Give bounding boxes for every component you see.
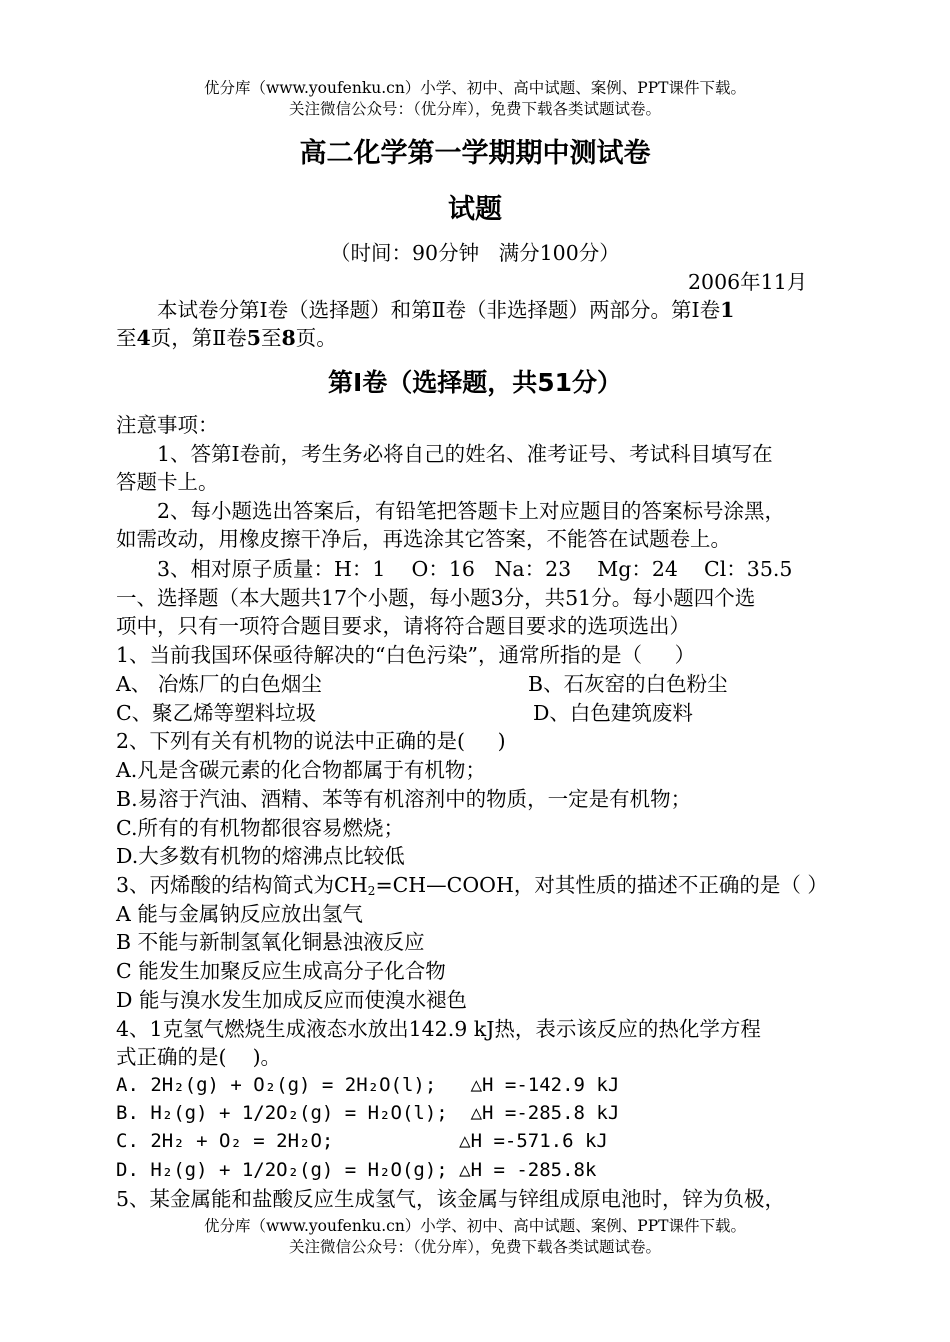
section-1-title: 第Ⅰ卷（选择题，共51分） xyxy=(327,368,623,397)
q1-stem: 1、当前我国环保亟待解决的“白色污染”，通常所指的是（ ） xyxy=(116,643,696,667)
q3-option-c: C 能发生加聚反应生成高分子化合物 xyxy=(116,959,446,983)
q2-option-a: A.凡是含碳元素的化合物都属于有机物； xyxy=(116,758,486,782)
footer-line-2: 关注微信公众号：（优分库），免费下载各类试题试卷。 xyxy=(288,1238,661,1256)
note-1-line-1: 1、答第Ⅰ卷前，考生务必将自己的姓名、准考证号、考试科目填写在 xyxy=(157,442,773,466)
q5-stem: 5、某金属能和盐酸反应生成氢气，该金属与锌组成原电池时，锌为负极， xyxy=(116,1187,786,1211)
note-3: 3、相对原子质量：H：1 O：16 Na：23 Mg：24 Cl：35.5 xyxy=(157,557,793,581)
page-subtitle: 试题 xyxy=(448,194,502,225)
header-line-2: 关注微信公众号：（优分库），免费下载各类试题试卷。 xyxy=(288,100,661,118)
q1-option-d: D、白色建筑废料 xyxy=(533,701,693,725)
footer-line-1: 优分库（www.youfenku.cn）小学、初中、高中试题、案例、PPT课件下载。 xyxy=(203,1217,747,1235)
page-title: 高二化学第一学期期中测试卷 xyxy=(299,138,651,169)
note-2-line-2: 如需改动，用橡皮擦干净后，再选涂其它答案，不能答在试题卷上。 xyxy=(116,527,731,551)
q2-option-d: D.大多数有机物的熔沸点比较低 xyxy=(116,844,405,868)
q2-option-b: B.易溶于汽油、酒精、苯等有机溶剂中的物质，一定是有机物； xyxy=(116,787,692,811)
q3-option-d: D 能与溴水发生加成反应而使溴水褪色 xyxy=(116,988,467,1012)
exam-date: 2006年11月 xyxy=(688,270,808,294)
q1-option-b: B、石灰窑的白色粉尘 xyxy=(528,672,728,696)
q4-option-b: B. H₂(g) + 1/2O₂(g) = H₂O(l); △H =-285.8 kJ xyxy=(116,1102,620,1124)
note-2-line-1: 2、每小题选出答案后，有铅笔把答题卡上对应题目的答案标号涂黑， xyxy=(157,499,786,523)
q1-option-a: A、 冶炼厂的白色烟尘 xyxy=(116,672,322,696)
q4-option-a: A. 2H₂(g) + O₂(g) = 2H₂O(l); △H =-142.9 kJ xyxy=(116,1074,620,1096)
intro-line-1: 本试卷分第Ⅰ卷（选择题）和第Ⅱ卷（非选择题）两部分。第Ⅰ卷1 xyxy=(157,298,735,322)
q2-option-c: C.所有的有机物都很容易燃烧； xyxy=(116,816,404,840)
q4-stem-line-1: 4、1克氢气燃烧生成液态水放出142.9 kJ热，表示该反应的热化学方程 xyxy=(116,1017,761,1041)
q4-option-d: D. H₂(g) + 1/2O₂(g) = H₂O(g); △H = -285.8k xyxy=(116,1159,597,1181)
part-1-heading-line-1: 一、选择题（本大题共17个小题，每小题3分，共51分。每小题四个选 xyxy=(116,586,756,610)
part-1-heading-line-2: 项中，只有一项符合题目要求，请将符合题目要求的选项选出） xyxy=(116,614,690,638)
notes-heading: 注意事项： xyxy=(116,413,219,437)
intro-line-2: 至4页，第Ⅱ卷5至8页。 xyxy=(116,326,337,350)
time-info: （时间：90分钟 满分100分） xyxy=(330,241,620,265)
q4-option-c: C. 2H₂ + O₂ = 2H₂O; △H =-571.6 kJ xyxy=(116,1130,608,1152)
q3-stem: 3、丙烯酸的结构简式为CH2=CH—COOH，对其性质的描述不正确的是（ ） xyxy=(116,873,828,898)
note-1-line-2: 答题卡上。 xyxy=(116,470,219,494)
q4-stem-line-2: 式正确的是( )。 xyxy=(116,1045,282,1069)
q1-option-c: C、聚乙烯等塑料垃圾 xyxy=(116,701,317,725)
header-line-1: 优分库（www.youfenku.cn）小学、初中、高中试题、案例、PPT课件下载。 xyxy=(203,79,747,97)
q3-option-b: B 不能与新制氢氧化铜悬浊液反应 xyxy=(116,930,425,954)
q3-option-a: A 能与金属钠反应放出氢气 xyxy=(116,902,363,926)
q2-stem: 2、下列有关有机物的说法中正确的是( ) xyxy=(116,729,506,753)
